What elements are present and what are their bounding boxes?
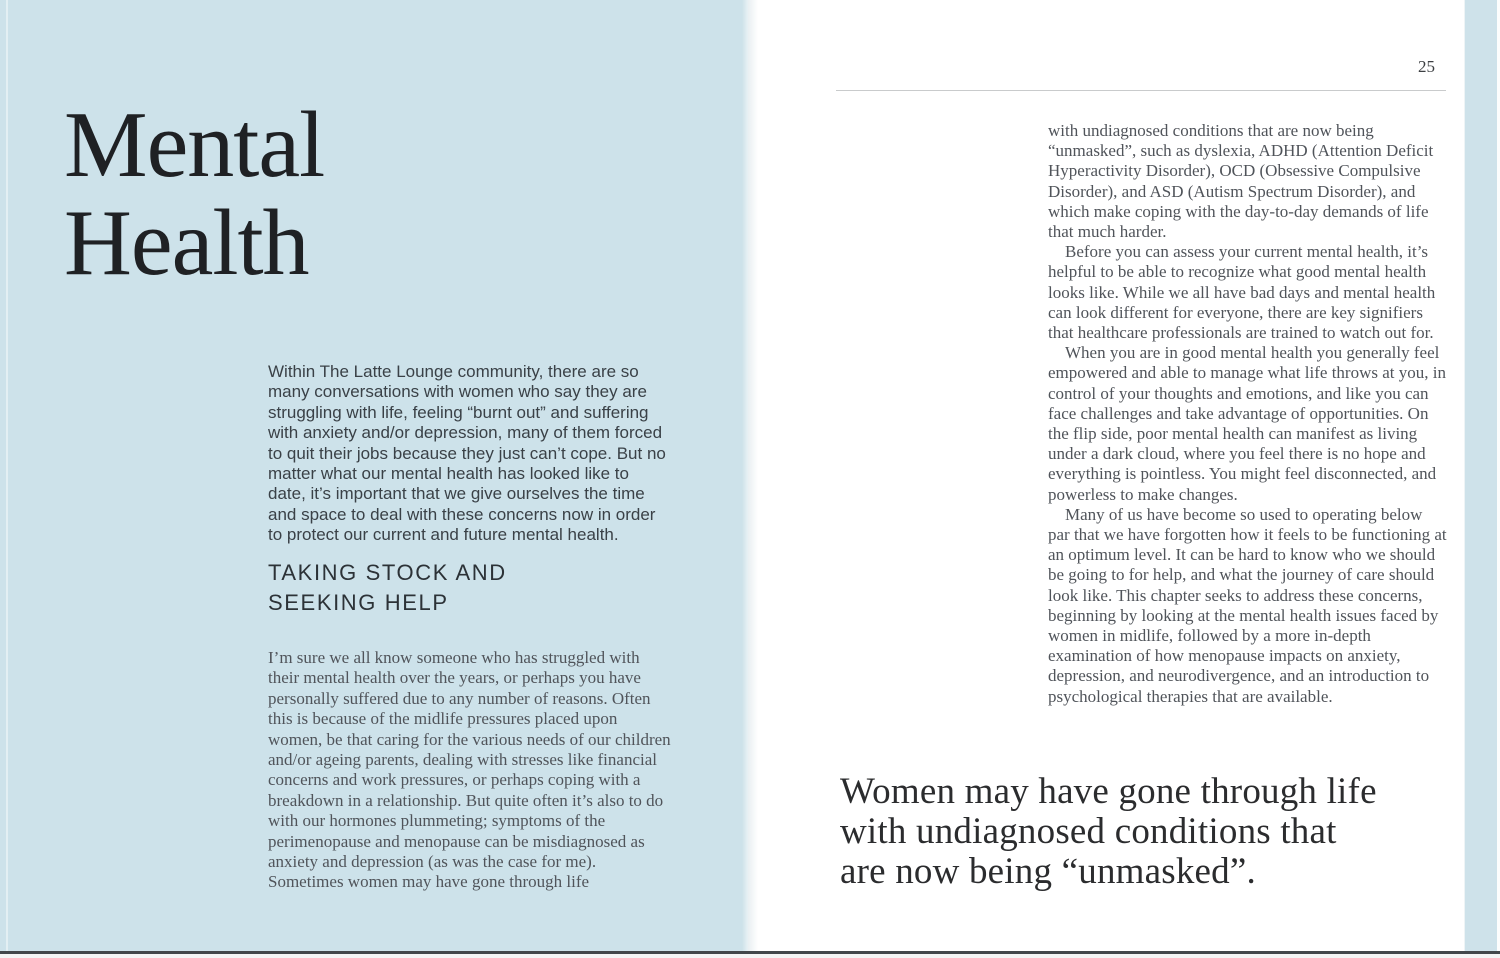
article-paragraph: with undiagnosed conditions that are now being “unmasked”, such as dyslexia, ADHD (Attention Deficit Hyperactivity Disorder), OCD (Obsessive Compulsive Disorder), and ASD (Autism Spectrum Disorder), and which make coping with the day-to-day demands of life that much harder. [1048,121,1434,242]
left-body-paragraph: I’m sure we all know someone who has struggled with their mental health over the years, or perhaps you have personally suffered due to any number of reasons. Often this is because of the midlife pressures placed upon women, be that caring for the various needs of our children and/or ageing parents, dealing with stresses like financial concerns and work pressures, or perhaps coping with a breakdown in a relationship. But quite often it’s also to do with our hormones plummeting; symptoms of the perimenopause and menopause can be misdiagnosed as anxiety and depression (as was the case for me). Sometimes women may have gone through life [268,648,671,892]
header-rule [836,90,1446,91]
intro-paragraph: Within The Latte Lounge community, there are so many conversations with women who say they are struggling with life, feeling “burnt out” and suffering with anxiety and/or depression, many of them forced to quit their jobs because they just can’t cope. But no matter what our mental health has looked like to date, it’s important that we give ourselves the time and space to deal with these concerns now in order to protect our current and future mental health. [268,362,666,545]
pull-quote-line-1: Women may have gone through life [840,771,1377,812]
article-paragraph: Many of us have become so used to operating below par that we have forgotten how it feels to be functioning at an optimum level. It can be hard to know who we should be going to for help, and what the journey of care should look like. This chapter seeks to address these concerns, beginning by looking at the mental health issues faced by women in midlife, followed by a more in-depth examination of how menopause impacts on anxiety, depression, and neurodivergence, and an introduction to psychological therapies that are available. [1048,504,1447,706]
pull-quote [840,772,1377,892]
article-column [1048,121,1448,707]
article-paragraph: Before you can assess your current mental health, it’s helpful to be able to recognize what good mental health looks like. While we all have bad days and mental health can look different for everyone, there are key signifiers that healthcare professionals are trained to watch out for. [1048,242,1436,343]
left-page-edge [6,0,8,951]
gutter-shadow [748,0,758,951]
pull-quote-line-3: are now being “unmasked”. [840,851,1256,892]
page-number: 25 [1418,57,1435,76]
article-paragraph: When you are in good mental health you generally feel empowered and able to manage what life throws at you, in control of your thoughts and emotions, and like you can face challenges and take advantage of opportunities. On the flip side, poor mental health can manifest as living under a dark cloud, where you feel there is no hope and everything is pointless. You might feel disconnected, and powerless to make changes. [1048,343,1446,504]
chapter-title-line-1: Mental [64,93,325,197]
next-page-edge [1464,0,1498,951]
chapter-title-line-2: Health [64,191,309,295]
chapter-title [64,93,325,295]
pull-quote-line-2: with undiagnosed conditions that [840,811,1337,852]
section-heading [268,558,507,618]
bottom-white-strip [0,954,1500,958]
section-heading-line-2: SEEKING HELP [268,590,449,615]
section-heading-line-1: TAKING STOCK AND [268,560,507,585]
